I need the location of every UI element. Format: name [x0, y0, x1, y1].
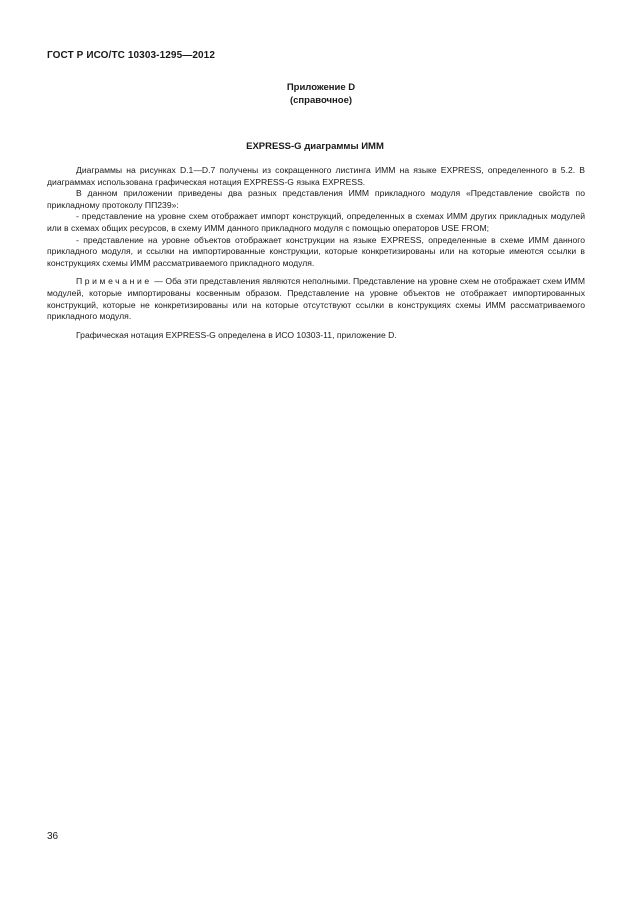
page-number: 36: [47, 831, 59, 842]
appendix-title: Приложение D: [286, 82, 356, 93]
appendix-type: (справочное): [289, 95, 353, 106]
appendix-heading: [0, 81, 630, 107]
section-title: EXPRESS-G диаграммы ИММ: [246, 141, 384, 152]
paragraph-notation: Графическая нотация EXPRESS-G определена в ИСО 10303-11, приложение D.: [76, 329, 397, 340]
paragraph-entity-level: - представление на уровне объектов отображает конструкции на языке EXPRESS, определенные в схеме ИММ данного прикладного модуля, и ссылки на импортированные конструкции, которые конкретизированы или на которые имеются ссылки в конструкциях схемы ИММ рассматриваемого прикладного модуля.: [47, 234, 585, 268]
standard-header: ГОСТ Р ИСО/ТС 10303-1295—2012: [47, 50, 215, 61]
note-paragraph: [47, 276, 585, 322]
note-label: Примечание: [76, 276, 152, 287]
paragraph-schema-level: - представление на уровне схем отображает импорт конструкций, определенных в схемах ИММ других прикладных модулей или в схемах общих ресурсов, в схему ИММ данного прикладного модуля с помощью операторов USE FROM;: [47, 211, 585, 233]
note-text: — Оба эти представления являются неполными. Представление на уровне схем не отображает схем ИММ модулей, которые импортированы косвенным образом. Представление на уровне объектов не отображает импортированных конструкций, которые не конкретизированы или на которые отсутствуют ссылки в конструкциях схемы ИММ рассматриваемого прикладного модуля.: [47, 276, 585, 322]
paragraph-figures: Диаграммы на рисунках D.1—D.7 получены из сокращенного листинга ИММ на языке EXPRESS, определенного в 5.2. В диаграммах использована графическая нотация EXPRESS-G языка EXPRESS.: [47, 165, 585, 187]
paragraph-representations: В данном приложении приведены два разных представления ИММ прикладного модуля «Представление свойств по прикладному протоколу ПП239»:: [47, 188, 585, 210]
body-text: [47, 165, 585, 341]
